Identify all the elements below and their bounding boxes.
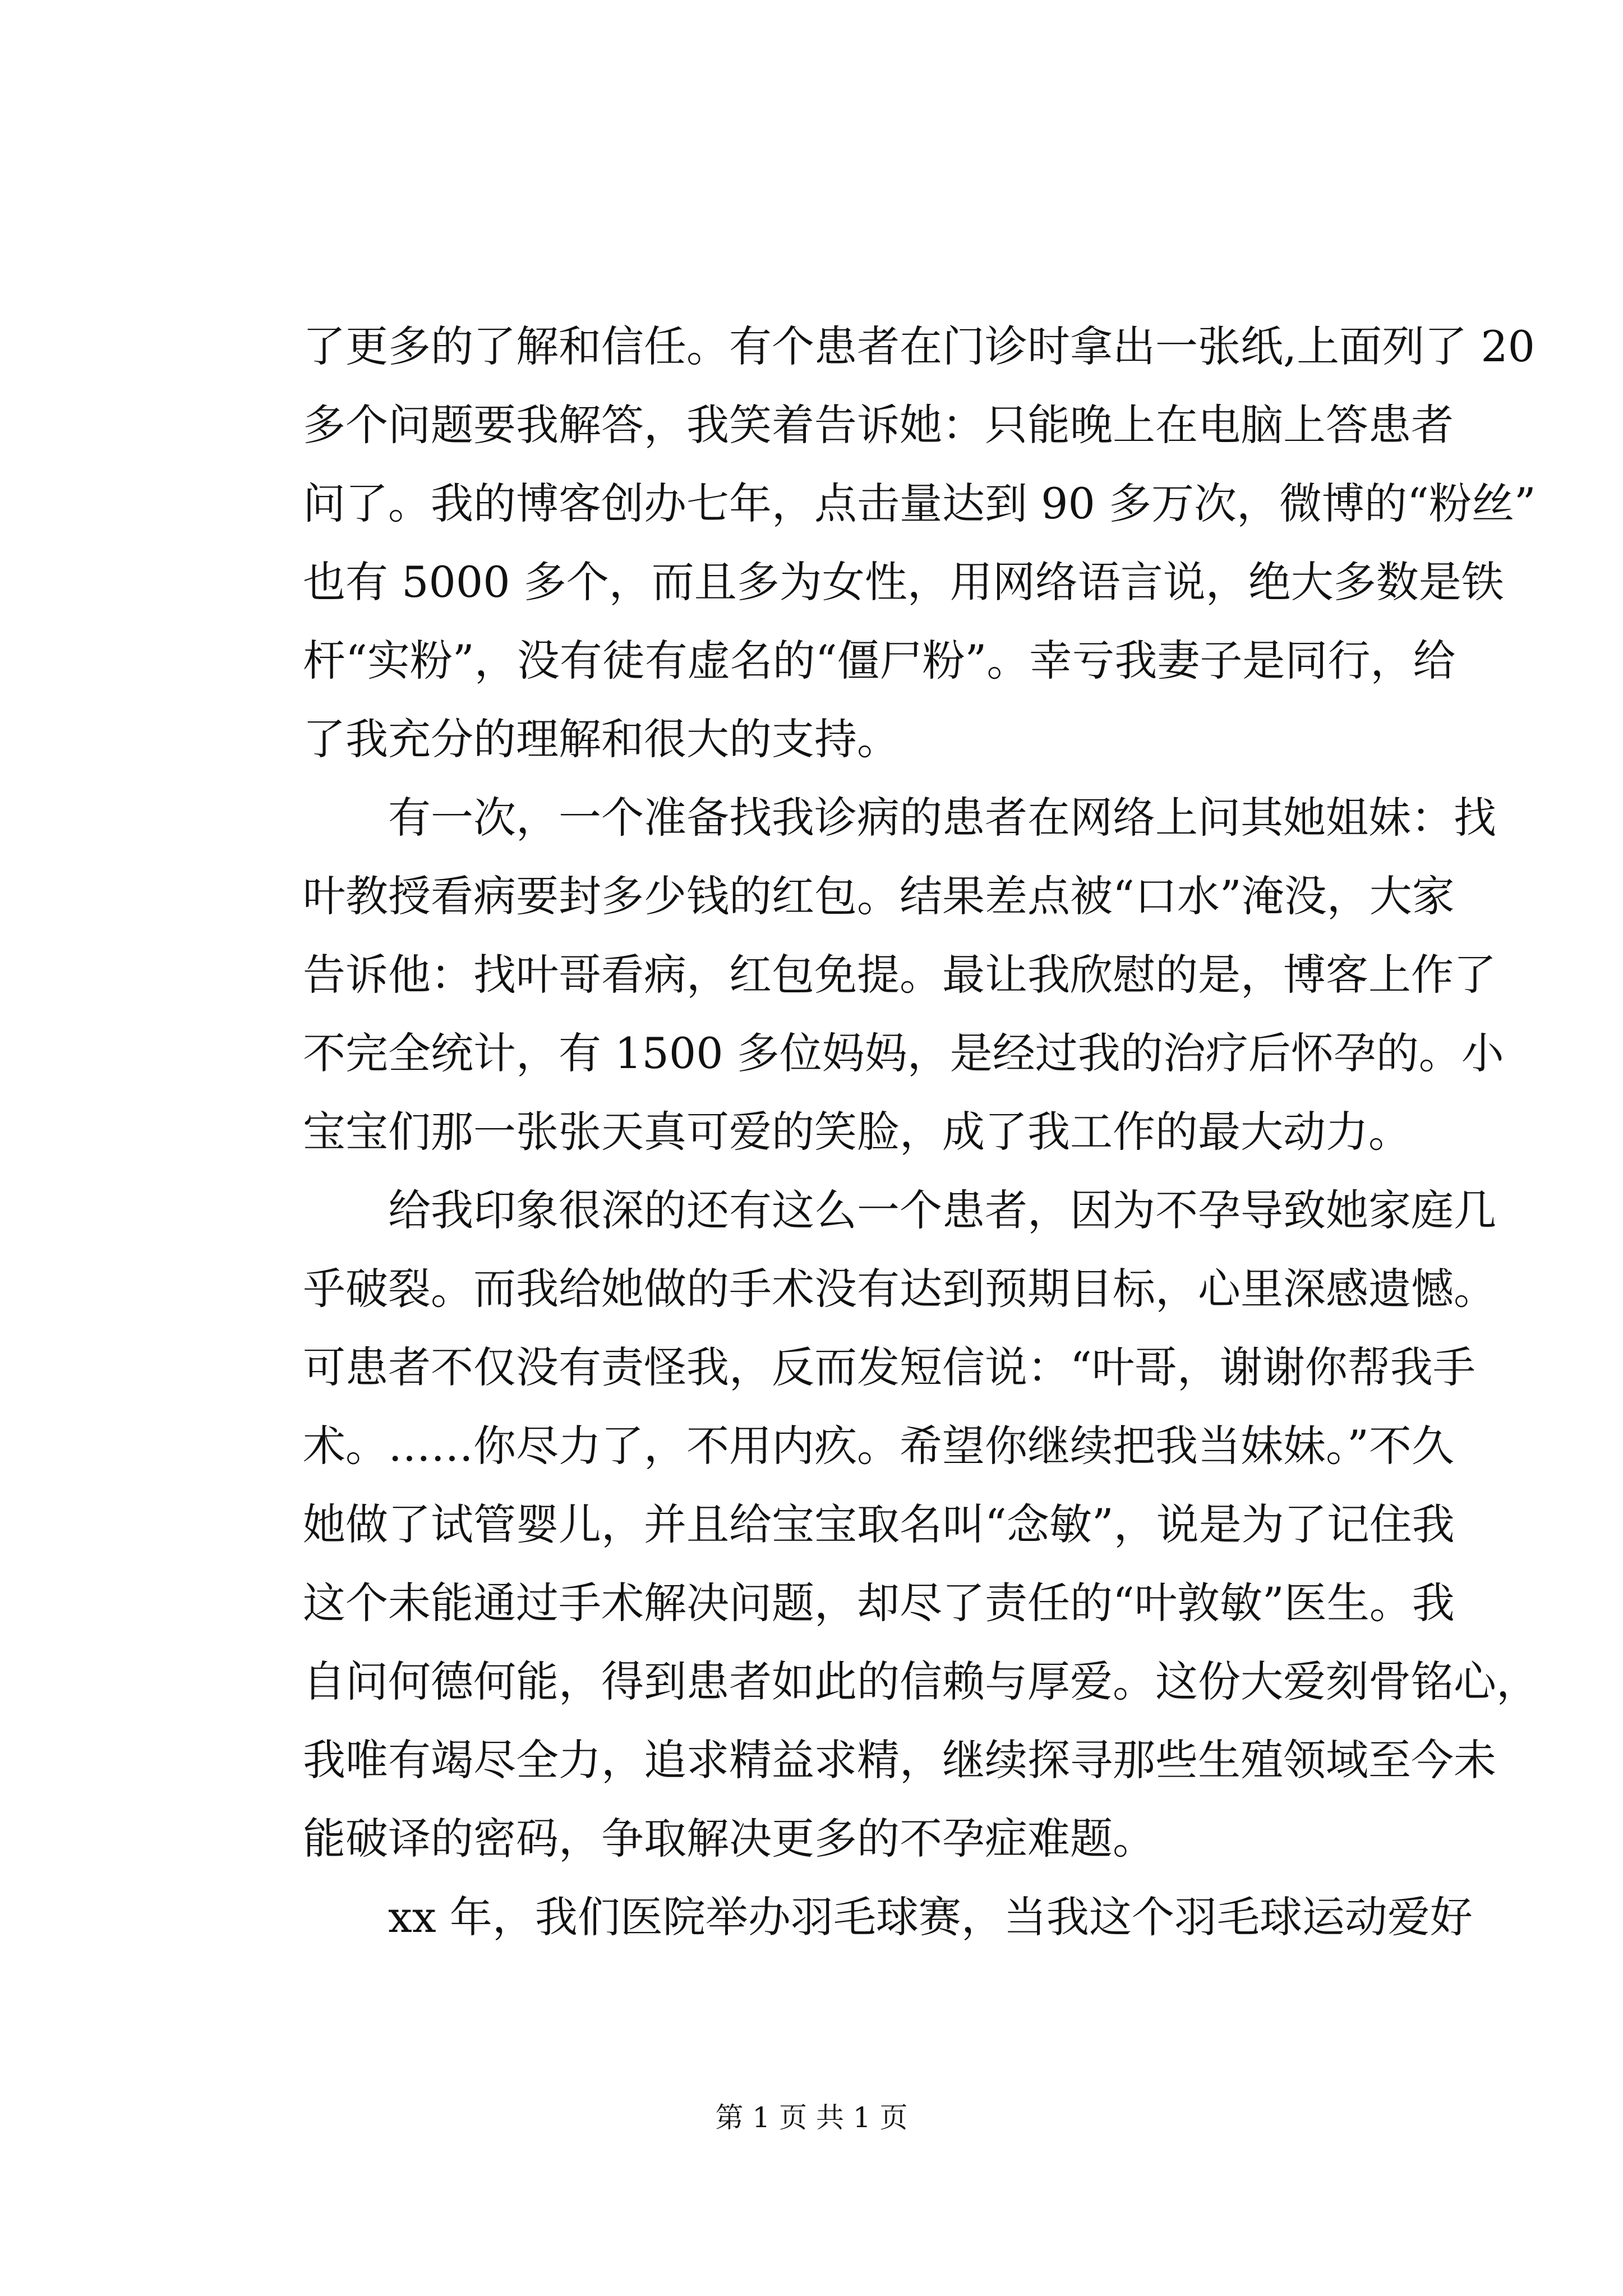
text-line: 不完全统计，有 1500 多位妈妈，是经过我的治疗后怀孕的。小: [303, 1028, 1504, 1078]
text-line: 多个问题要我解答，我笑着告诉她：只能晚上在电脑上答患者: [303, 400, 1454, 450]
text-line: 了更多的了解和信任。有个患者在门诊时拿出一张纸,上面列了 20: [303, 321, 1536, 371]
text-line: 告诉他：找叶哥看病，红包免提。最让我欣慰的是，博客上作了: [303, 950, 1496, 1000]
text-line: 她做了试管婴儿，并且给宝宝取名叫“念敏”，说是为了记住我: [303, 1499, 1455, 1549]
text-line: 我唯有竭尽全力，追求精益求精，继续探寻那些生殖领域至今未: [303, 1735, 1496, 1785]
text-line: 宝宝们那一张张天真可爱的笑脸，成了我工作的最大动力。: [303, 1107, 1411, 1157]
text-line: xx 年，我们医院举办羽毛球赛，当我这个羽毛球运动爱好: [388, 1892, 1473, 1942]
text-line: 也有 5000 多个，而且多为女性，用网络语言说，绝大多数是铁: [303, 557, 1504, 607]
text-line: 给我印象很深的还有这么一个患者，因为不孕导致她家庭几: [388, 1185, 1496, 1235]
text-line: 可患者不仅没有责怪我，反而发短信说：“叶哥，谢谢你帮我手: [303, 1342, 1476, 1392]
text-line: 杆“实粉”，没有徒有虚名的“僵尸粉”。幸亏我妻子是同行，给: [303, 636, 1456, 685]
document-body: [303, 307, 1539, 1957]
text-line: 了我充分的理解和很大的支持。: [303, 714, 900, 764]
text-line: 自问何德何能，得到患者如此的信赖与厚爱。这份大爱刻骨铭心，: [303, 1657, 1539, 1706]
text-line: 有一次，一个准备找我诊病的患者在网络上问其她姐妹：找: [388, 793, 1496, 843]
text-line: 能破译的密码，争取解决更多的不孕症难题。: [303, 1814, 1155, 1864]
text-line: 这个未能通过手术解决问题，却尽了责任的“叶敦敏”医生。我: [303, 1578, 1455, 1628]
page-footer: 第 1 页 共 1 页: [715, 2101, 908, 2134]
text-line: 叶教授看病要封多少钱的红包。结果差点被“口水”淹没，大家: [303, 871, 1455, 921]
text-line: 乎破裂。而我给她做的手术没有达到预期目标，心里深感遗憾。: [303, 1264, 1496, 1314]
text-line: 问了。我的博客创办七年，点击量达到 90 多万次，微博的“粉丝”: [303, 478, 1536, 528]
text-line: 术。……你尽力了，不用内疚。希望你继续把我当妹妹。”不久: [303, 1421, 1454, 1471]
